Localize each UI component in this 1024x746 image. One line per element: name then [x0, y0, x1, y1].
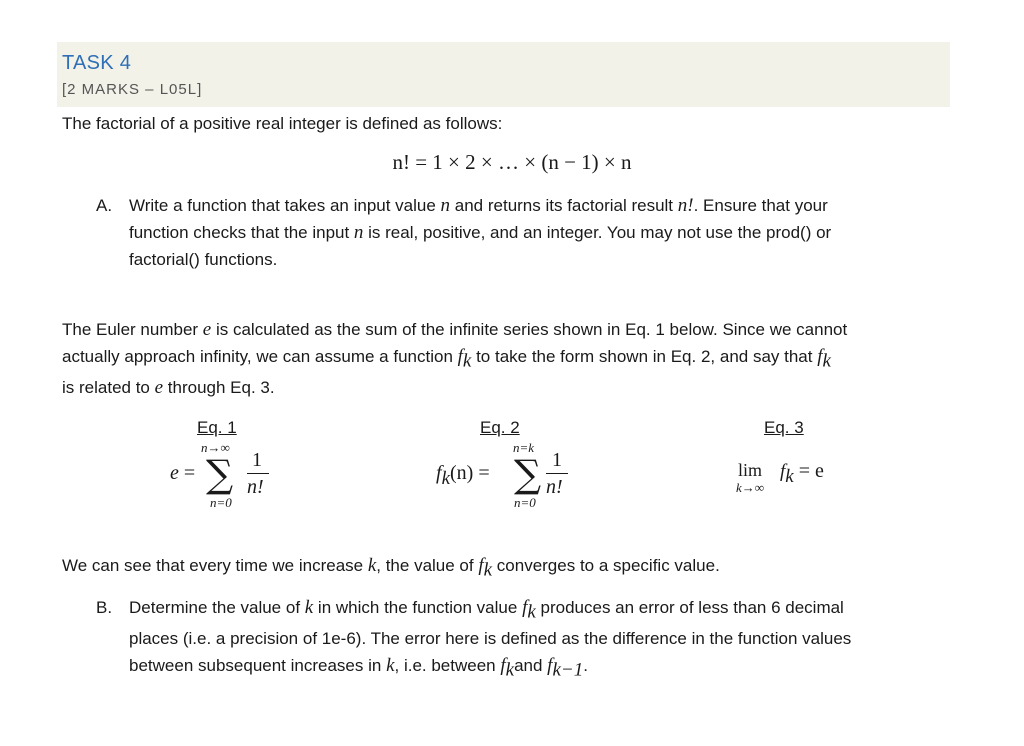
eq2-sigma: ∑ [514, 452, 542, 496]
eq1-numerator: 1 [252, 449, 262, 471]
eq1-label: Eq. 1 [197, 418, 237, 437]
euler-paragraph: The Euler number e is calculated as the sum of the infinite series shown in Eq. 1 below. Since we cannot actually approach infinity, we can assume a function $f_k$ to take the form shown in Eq. 2, and say that $f_k$ is related to e through Eq. 3. [62, 319, 848, 399]
eq2-label: Eq. 2 [480, 418, 520, 437]
eq2-lhs: $f_k(n)$ = [436, 462, 490, 489]
eq1-upper-limit: n→∞ [201, 440, 230, 455]
eq3-lim: lim [738, 460, 763, 480]
part-b-text: Determine the value of k in which the function value $f_k$ produces an error of less than 6 decimal places (i.e. a precision of 1e-6). The error here is defined as the difference in the function values between subsequent increases in k, i.e. between $f_kand$ $f_{k-1}$. [129, 597, 852, 681]
factorial-formula: n! = 1 × 2 × … × (n − 1) × n [392, 150, 632, 174]
eq1-denominator: n! [247, 476, 264, 498]
eq2-denominator: n! [546, 476, 563, 498]
part-a-text: Write a function that takes an input value n and returns its factorial result n!. Ensure that your function checks that the input n is real, positive, and an integer. You may not use the prod() or factorial() functions. [129, 195, 832, 269]
part-a-marker: A. [96, 196, 113, 215]
eq1-fraction-bar [247, 473, 269, 474]
eq3-lim-subscript: k→∞ [736, 480, 765, 495]
eq2-numerator: 1 [552, 449, 562, 471]
convergence-paragraph: We can see that every time we increase k, the value of $f_k$ converges to a specific value. [62, 555, 720, 581]
eq1-lhs: e = [170, 462, 196, 484]
intro-paragraph: The factorial of a positive real integer is defined as follows: [62, 114, 503, 133]
part-b-marker: B. [96, 598, 113, 617]
task-title: TASK 4 [62, 52, 132, 74]
eq2-upper-limit: n=k [513, 440, 535, 455]
eq3-label: Eq. 3 [764, 418, 804, 437]
eq3-expression: $f_k = e$ [780, 460, 824, 487]
eq1-sigma: ∑ [206, 452, 234, 496]
eq1-lower-limit: n=0 [210, 495, 232, 510]
eq2-lower-limit: n=0 [514, 495, 536, 510]
task-marks: [2 MARKS – L05L] [62, 81, 203, 98]
eq2-fraction-bar [546, 473, 568, 474]
